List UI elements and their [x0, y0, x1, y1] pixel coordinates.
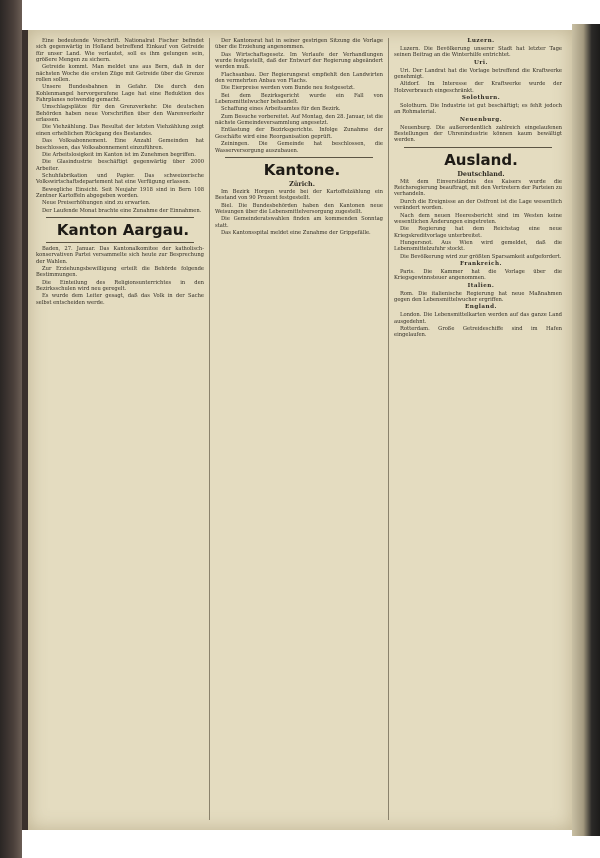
article: Zeiningen. Die Gemeinde hat beschlossen, die Wasserversorgung auszubauen. [215, 141, 383, 154]
heading-kantone: Kantone. [263, 160, 341, 179]
article: Altdorf. Im Interesse der Kraftwerke wurde der Holzverbrauch eingeschränkt. [394, 81, 562, 94]
article: Umschlagsplätze für den Grenzverkehr. Die deutschen Behörden haben neue Vorschriften über den Warenverkehr erlassen. [36, 104, 204, 124]
article: Zur Erziehungsbewilligung erteilt die Behörde folgende Bestimmungen. [36, 265, 204, 279]
article: Eine bedeutende Vorschrift. Nationalrat Fischer befindet sich gegenwärtig in Holland betreffend Einkauf von Getreide für unser Land. Wie verlautet, soll es ihm gelungen sein, größere Mengen zu sichern. [36, 38, 204, 64]
article: Das Volksabonnement. Eine Anzahl Gemeinden hat beschlossen, das Volksabonnement einzuführen. [36, 138, 204, 151]
article: Die Glasindustrie beschäftigt gegenwärtig über 2000 Arbeiter. [36, 159, 204, 172]
heading-england: England. [465, 304, 497, 311]
section-rule [225, 157, 373, 158]
article: Mit dem Einverständnis des Kaisers wurde die Reichsregierung beauftragt, mit den Vertretern der Parteien zu verhandeln. [394, 178, 562, 198]
heading-kanton-aargau: Kanton Aargau. [56, 220, 190, 239]
column-divider [388, 38, 389, 820]
article: Luzern. Die Bevölkerung unserer Stadt hat letzter Tage seinen Beitrag an die Winterhilfe entrichtet. [394, 46, 562, 59]
article: Durch die Ereignisse an der Ostfront ist die Lage wesentlich verändert worden. [394, 198, 562, 212]
article: Solothurn. Die Industrie ist gut beschäftigt; es fehlt jedoch an Rohmaterial. [394, 103, 562, 116]
column-2 [215, 38, 383, 237]
article: Der Kantonsrat hat in seiner gestrigen Sitzung die Vorlage über die Erziehung angenommen. [215, 38, 383, 51]
heading-frankreich: Frankreich. [460, 260, 502, 267]
article: Es wurde dem Leiter gesagt, daß das Volk in der Sache selbst entscheiden werde. [36, 293, 204, 306]
article: Biel. Die Bundesbehörden haben den Kantonen neue Weisungen über die Lebensmittelversorgung zugestellt. [215, 202, 383, 215]
article: Rom. Die italienische Regierung hat neue Maßnahmen gegen den Lebensmittelwucher ergriffen. [394, 290, 562, 303]
article: Der Laufende Monat brachte eine Zunahme der Einnahmen. [42, 207, 202, 214]
article: Die Eierpreise werden vom Bunde neu festgesetzt. [221, 85, 355, 92]
article: Die Arbeitslosigkeit im Kanton ist im Zunehmen begriffen. [42, 151, 196, 158]
section-rule [46, 242, 194, 243]
section-rule [46, 217, 194, 218]
article: Bewegliche Einsicht. Seit Neujahr 1918 sind in Bern 108 Zentner Kartoffeln abgegeben worden. [36, 186, 204, 199]
article: Rotterdam. Große Getreideschiffe sind im Hafen eingelaufen. [394, 325, 562, 339]
section-rule [404, 147, 552, 148]
heading-ausland: Ausland. [444, 150, 518, 169]
article: Flachsanbau. Der Regierungsrat empfiehlt den Landwirten den vermehrten Anbau von Flachs. [215, 71, 383, 85]
column-3 [394, 38, 562, 340]
column-divider [209, 38, 210, 820]
article: Die Gemeinderatswahlen finden am kommenden Sonntag statt. [215, 216, 383, 229]
article: Schuhfabrikation und Papier. Das schweizerische Volkswirtschaftsdepartement hat eine Verfügung erlassen. [36, 172, 204, 186]
article: Die Bevölkerung wird zur größten Sparsamkeit aufgefordert. [400, 253, 562, 260]
heading-luzern: Luzern. [467, 38, 495, 44]
article: Baden, 27. Januar. Das Kantonalkomitee der katholisch-konservativen Partei versammelte sich heute zur Besprechung der Wahlen. [36, 245, 204, 265]
article: Das Wirtschaftsgesetz. Im Verlaufe der Verhandlungen wurde festgestellt, daß der Entwurf der Regierung abgeändert werden muß. [215, 51, 383, 71]
book-binding [0, 0, 22, 858]
article: Neue Preiserhöhungen sind zu erwarten. [42, 200, 151, 207]
next-page-edge [572, 24, 600, 836]
heading-deutschland: Deutschland. [457, 169, 505, 178]
newspaper-page [28, 30, 572, 830]
article: Im Bezirk Horgen wurde bei der Kartoffelzählung ein Bestand von 90 Prozent festgestellt. [215, 188, 383, 202]
heading-neuenburg: Neuenburg. [459, 116, 503, 123]
article: Zum Besuche vorbereitet. Auf Montag, den 28. Januar, ist die nächste Gemeindeversammlung angesetzt. [215, 113, 383, 127]
article: London. Die Lebensmittelkarten werden auf das ganze Land ausgedehnt. [394, 312, 562, 325]
article: Das Kantonsspital meldet eine Zunahme der Grippefälle. [221, 229, 371, 236]
article: Unsere Bundesbahnen in Gefahr. Die durch den Kohlenmangel hervorgerufene Lage hat eine Reduktion des Fahrplanes notwendig gemacht. [36, 84, 204, 104]
article: Die Regierung hat dem Reichstag eine neue Kriegskreditvorlage unterbreitet. [394, 226, 562, 239]
article: Die Viehzählung. Das Resultat der letzten Viehzählung zeigt einen erheblichen Rückgang des Bestandes. [36, 124, 204, 137]
heading-zuerich: Zürich. [289, 179, 315, 188]
article: Neuenburg. Die außerordentlich zahlreich eingelaufenen Bestellungen der Uhrenindustrie können kaum bewältigt werden. [394, 124, 562, 144]
article: Hungersnot. Aus Wien wird gemeldet, daß die Lebensmittelzufuhr stockt. [394, 239, 562, 253]
article: Uri. Der Landrat hat die Vorlage betreffend die Kraftwerke genehmigt. [394, 67, 562, 81]
article: Getreide kommt. Man meldet uns aus Bern, daß in der nächsten Woche die ersten Züge mit Getreide über die Grenze rollen sollen. [36, 64, 204, 84]
article: Bei dem Bezirksgericht wurde ein Fall von Lebensmittelwucher behandelt. [215, 92, 383, 106]
article: Paris. Die Kammer hat die Vorlage über die Kriegsgewinnsteuer angenommen. [394, 268, 562, 282]
heading-italien: Italien. [467, 282, 495, 289]
column-1 [36, 38, 204, 307]
article: Die Einteilung des Religionsunterrichtes in den Bezirksschulen wird neu geregelt. [36, 279, 204, 292]
article: Schaffung eines Arbeitsamtes für den Bezirk. [221, 106, 341, 113]
heading-uri: Uri. [474, 59, 488, 66]
heading-solothurn: Solothurn. [461, 95, 501, 102]
article: Nach dem neuen Heeresbericht sind im Westen keine wesentlichen Änderungen eingetreten. [394, 212, 562, 225]
article: Entlastung der Bezirksgerichte. Infolge Zunahme der Geschäfte wird eine Reorganisation geprüft. [215, 127, 383, 140]
